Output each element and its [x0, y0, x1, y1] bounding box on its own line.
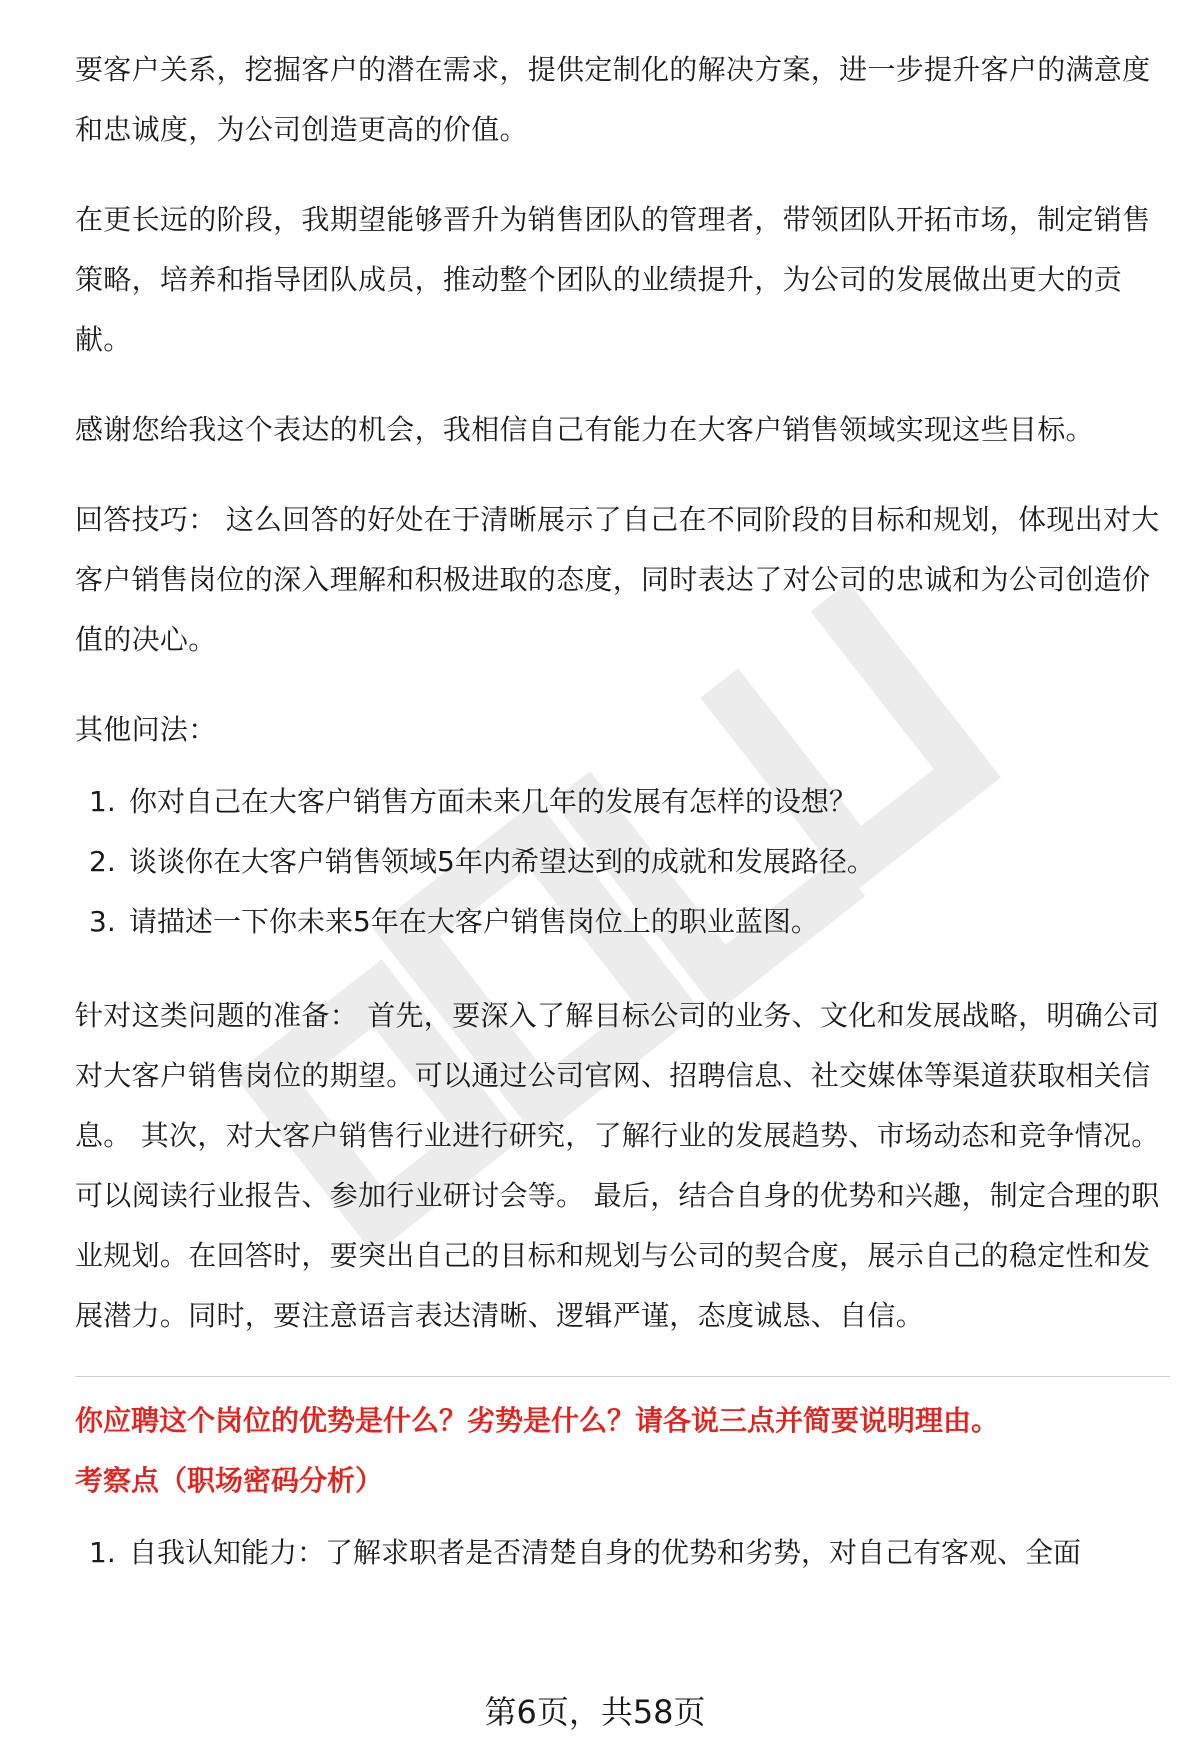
document-page: [75, 40, 1170, 1617]
list-item-text: 请描述一下你未来5年在大客户销售岗位上的职业蓝图。: [129, 905, 819, 938]
paragraph-preparation: 针对这类问题的准备： 首先，要深入了解目标公司的业务、文化和发展战略，明确公司对大客户销售岗位的期望。可以通过公司官网、招聘信息、社交媒体等渠道获取相关信息。 其次，对大客户销售行业进行研究，了解行业的发展趋势、市场动态和竞争情况。可以阅读行业报告、参加行业研讨会等。 最后，结合自身的优势和兴趣，制定合理的职业规划。在回答时，要突出自己的目标和规划与公司的契合度，展示自己的稳定性和发展潜力。同时，要注意语言表达清晰、逻辑严谨，态度诚恳、自信。: [75, 999, 1160, 1332]
list-item-number: 2.: [89, 845, 116, 878]
list-item: [75, 892, 1170, 952]
paragraph-continuation: 要客户关系，挖掘客户的潜在需求，提供定制化的解决方案，进一步提升客户的满意度和忠诚度，为公司创造更高的价值。: [75, 53, 1151, 146]
list-item: [75, 1523, 1170, 1583]
page-footer: 第6页，共58页: [484, 1693, 706, 1731]
list-item-text: 自我认知能力：了解求职者是否清楚自身的优势和劣势，对自己有客观、全面: [129, 1536, 1082, 1569]
list-item-text: 你对自己在大客户销售方面未来几年的发展有怎样的设想？: [129, 785, 858, 818]
list-item-number: 3.: [89, 905, 116, 938]
paragraph-thanks: 感谢您给我这个表达的机会，我相信自己有能力在大客户销售领域实现这些目标。: [75, 413, 1094, 446]
list-item-text: 谈谈你在大客户销售领域5年内希望达到的成就和发展路径。: [129, 845, 875, 878]
question-subtitle: 考察点（职场密码分析）: [75, 1464, 384, 1497]
paragraph-answer-tips: 回答技巧： 这么回答的好处在于清晰展示了自己在不同阶段的目标和规划，体现出对大客户销售岗位的深入理解和积极进取的态度，同时表达了对公司的忠诚和为公司创造价值的决心。: [75, 503, 1160, 656]
section-divider: [75, 1376, 1170, 1377]
list-item-number: 1.: [89, 785, 116, 818]
paragraph-long-term-goal: 在更长远的阶段，我期望能够晋升为销售团队的管理者，带领团队开拓市场，制定销售策略，培养和指导团队成员，推动整个团队的业绩提升，为公司的发展做出更大的贡献。: [75, 203, 1151, 356]
paragraph-other-questions-heading: 其他问法：: [75, 713, 217, 746]
other-questions-list: [75, 772, 1170, 952]
assessment-points-list: [75, 1523, 1170, 1583]
question-title: 你应聘这个岗位的优势是什么？劣势是什么？请各说三点并简要说明理由。: [75, 1404, 1000, 1437]
list-item: [75, 772, 1170, 832]
list-item-number: 1.: [89, 1536, 116, 1569]
list-item: [75, 832, 1170, 892]
